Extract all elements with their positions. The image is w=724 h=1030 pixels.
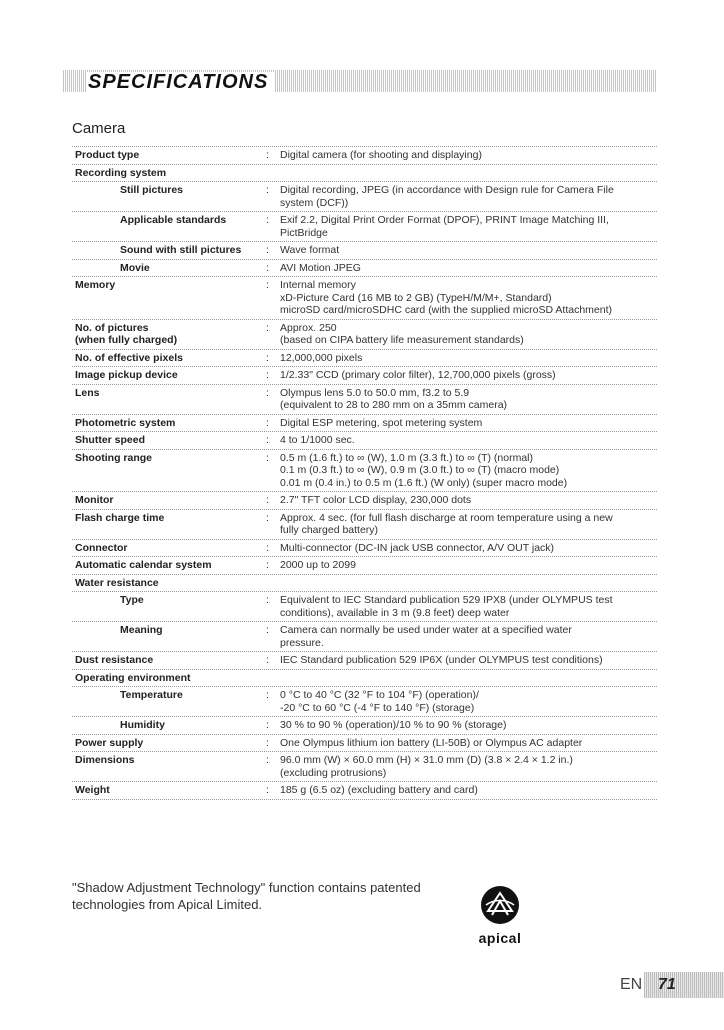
spec-value	[280, 559, 657, 572]
spec-colon: :	[266, 719, 269, 731]
spec-colon: :	[266, 416, 269, 429]
spec-value	[280, 387, 657, 412]
spec-value-line: 12,000,000 pixels	[280, 351, 363, 364]
page-number-text: 71	[658, 976, 676, 993]
spec-row	[72, 182, 657, 212]
spec-label: Dimensions	[75, 754, 135, 766]
spec-label: Water resistance	[75, 576, 159, 589]
spec-value	[280, 542, 657, 555]
spec-colon: :	[266, 214, 269, 226]
spec-row	[72, 242, 657, 260]
spec-row	[72, 350, 657, 368]
spec-colon: :	[266, 511, 269, 524]
spec-value	[280, 167, 657, 180]
spec-value-line: Internal memory	[280, 279, 356, 291]
spec-label: Recording system	[75, 166, 167, 179]
spec-colon: :	[266, 386, 269, 399]
spec-row	[72, 260, 657, 278]
spec-colon: :	[266, 451, 269, 464]
spec-colon: :	[266, 351, 269, 364]
spec-value	[280, 244, 657, 257]
spec-colon: :	[266, 736, 269, 749]
footnote	[72, 879, 421, 913]
spec-value	[280, 737, 657, 750]
spec-value	[280, 624, 657, 649]
spec-label: Memory	[75, 279, 116, 291]
spec-colon: :	[266, 689, 269, 701]
apical-logo-icon	[480, 885, 520, 925]
spec-colon: :	[266, 754, 269, 766]
spec-row	[72, 622, 657, 652]
spec-value-line: 1/2.33" CCD (primary color filter), 12,700,000 pixels (gross)	[280, 369, 556, 381]
spec-label: Operating environment	[75, 671, 191, 684]
spec-colon: :	[266, 541, 269, 554]
spec-value-line: 0 °C to 40 °C (32 °F to 104 °F) (operation)/	[280, 689, 479, 701]
spec-label: Humidity	[120, 719, 165, 731]
spec-label: Product type	[75, 149, 140, 161]
spec-value	[280, 452, 657, 490]
spec-row	[72, 432, 657, 450]
spec-label: No. of effective pixels	[75, 351, 183, 364]
spec-table	[72, 146, 657, 800]
spec-value-line: Approx. 4 sec. (for full flash discharge at room temperature using a new	[280, 511, 613, 524]
spec-value-line: pressure.	[280, 636, 324, 649]
spec-row	[72, 735, 657, 753]
spec-row	[72, 752, 657, 782]
spec-label: Monitor	[75, 494, 114, 506]
spec-colon: :	[266, 434, 269, 446]
spec-value-line: Equivalent to IEC Standard publication 529 IPX8 (under OLYMPUS test	[280, 594, 613, 606]
spec-value-line: IEC Standard publication 529 IP6X (under OLYMPUS test conditions)	[280, 654, 603, 666]
spec-label: Shutter speed	[75, 434, 146, 446]
spec-label: Still pictures	[120, 184, 184, 196]
spec-value-line: 0.01 m (0.4 in.) to 0.5 m (1.6 ft.) (W only) (super macro mode)	[280, 476, 568, 489]
spec-colon: :	[266, 369, 269, 381]
spec-row	[72, 782, 657, 800]
spec-row	[72, 687, 657, 717]
spec-row	[72, 320, 657, 350]
spec-value	[280, 214, 657, 239]
section-title: Camera	[72, 120, 126, 137]
spec-row	[72, 450, 657, 493]
spec-label: Lens	[75, 386, 100, 399]
spec-row	[72, 557, 657, 575]
spec-value	[280, 719, 657, 732]
spec-value-line: Multi-connector (DC-IN jack USB connector, A/V OUT jack)	[280, 541, 555, 554]
page-title: SPECIFICATIONS	[86, 72, 274, 92]
spec-value-line: Camera can normally be used under water at a specified water	[280, 624, 572, 636]
spec-value	[280, 184, 657, 209]
spec-value	[280, 689, 657, 714]
spec-label: Type	[120, 594, 144, 606]
spec-row	[72, 652, 657, 670]
spec-value	[280, 594, 657, 619]
spec-colon: :	[266, 494, 269, 506]
spec-label: Weight	[75, 784, 110, 796]
spec-row	[72, 717, 657, 735]
spec-colon: :	[266, 149, 269, 161]
spec-row	[72, 592, 657, 622]
spec-value-line: 30 % to 90 % (operation)/10 % to 90 % (storage)	[280, 719, 507, 731]
spec-value-line: One Olympus lithium ion battery (LI-50B) or Olympus AC adapter	[280, 736, 583, 749]
spec-value-line: microSD card/microSDHC card (with the supplied microSD Attachment)	[280, 304, 613, 316]
spec-label: No. of pictures (when fully charged)	[75, 321, 178, 346]
spec-row	[72, 165, 657, 183]
spec-value-line: Olympus lens 5.0 to 50.0 mm, f3.2 to 5.9	[280, 386, 470, 399]
spec-value-line: 0.5 m (1.6 ft.) to ∞ (W), 1.0 m (3.3 ft.) to ∞ (T) (normal)	[280, 451, 534, 464]
spec-value	[280, 754, 657, 779]
spec-value-line: Exif 2.2, Digital Print Order Format (DPOF), PRINT Image Matching III,	[280, 214, 609, 226]
spec-colon: :	[266, 624, 269, 636]
spec-value	[280, 672, 657, 685]
spec-row	[72, 146, 657, 165]
spec-label: Photometric system	[75, 416, 176, 429]
spec-colon: :	[266, 244, 269, 256]
spec-colon: :	[266, 279, 269, 291]
spec-row	[72, 212, 657, 242]
spec-row	[72, 670, 657, 688]
spec-label: Meaning	[120, 624, 163, 636]
spec-colon: :	[266, 559, 269, 571]
spec-row	[72, 385, 657, 415]
footnote-line: "Shadow Adjustment Technology" function contains patented	[72, 880, 421, 895]
spec-value	[280, 279, 657, 317]
spec-row	[72, 575, 657, 593]
spec-value-line: Digital ESP metering, spot metering system	[280, 416, 483, 429]
spec-value	[280, 654, 657, 667]
spec-value-line: 96.0 mm (W) × 60.0 mm (H) × 31.0 mm (D) (3.8 × 2.4 × 1.2 in.)	[280, 754, 573, 766]
spec-row	[72, 492, 657, 510]
spec-label: Temperature	[120, 689, 183, 701]
spec-row	[72, 277, 657, 320]
spec-value-line: Digital recording, JPEG (in accordance with Design rule for Camera File	[280, 184, 614, 196]
language-code: EN	[620, 976, 643, 993]
spec-value	[280, 352, 657, 365]
spec-colon: :	[266, 321, 269, 334]
page-number-box	[644, 972, 724, 998]
spec-value	[280, 322, 657, 347]
spec-colon: :	[266, 784, 269, 796]
spec-label: Shooting range	[75, 451, 152, 464]
spec-value-line: (based on CIPA battery life measurement standards)	[280, 334, 524, 346]
spec-label: Movie	[120, 261, 150, 274]
spec-value-line: (equivalent to 28 to 280 mm on a 35mm camera)	[280, 399, 508, 411]
spec-colon: :	[266, 654, 269, 666]
spec-row	[72, 367, 657, 385]
apical-logo-word: apical	[478, 930, 522, 946]
spec-value-line: Digital camera (for shooting and displaying)	[280, 149, 482, 161]
spec-label: Connector	[75, 541, 128, 554]
spec-colon: :	[266, 184, 269, 196]
spec-value-line: 185 g (6.5 oz) (excluding battery and card)	[280, 784, 478, 796]
spec-value	[280, 494, 657, 507]
spec-value-line: xD-Picture Card (16 MB to 2 GB) (TypeH/M/M+, Standard)	[280, 291, 552, 304]
spec-value-line: (excluding protrusions)	[280, 766, 387, 779]
spec-label: Automatic calendar system	[75, 559, 212, 571]
spec-value-line: fully charged battery)	[280, 524, 379, 536]
spec-value-line: 2.7" TFT color LCD display, 230,000 dots	[280, 494, 472, 506]
spec-value-line: 2000 up to 2099	[280, 559, 356, 571]
spec-value	[280, 369, 657, 382]
spec-value	[280, 512, 657, 537]
spec-value	[280, 434, 657, 447]
spec-row	[72, 415, 657, 433]
spec-value	[280, 149, 657, 162]
spec-value-line: conditions), available in 3 m (9.8 feet) deep water	[280, 606, 510, 619]
spec-label: Flash charge time	[75, 511, 165, 524]
apical-logo	[472, 885, 528, 946]
spec-value-line: PictBridge	[280, 226, 328, 239]
spec-colon: :	[266, 594, 269, 606]
spec-label: Dust resistance	[75, 654, 154, 666]
spec-label: Applicable standards	[120, 214, 227, 226]
spec-value-line: -20 °C to 60 °C (-4 °F to 140 °F) (storage)	[280, 701, 475, 714]
spec-row	[72, 510, 657, 540]
spec-value	[280, 262, 657, 275]
spec-value-line: system (DCF))	[280, 196, 349, 209]
spec-value	[280, 577, 657, 590]
spec-label: Power supply	[75, 736, 144, 749]
spec-row	[72, 540, 657, 558]
spec-label: Image pickup device	[75, 369, 178, 381]
spec-label: Sound with still pictures	[120, 244, 242, 256]
spec-value	[280, 784, 657, 797]
spec-value-line: Wave format	[280, 244, 340, 256]
spec-value	[280, 417, 657, 430]
footnote-line: technologies from Apical Limited.	[72, 897, 263, 912]
spec-value-line: AVI Motion JPEG	[280, 261, 361, 274]
spec-colon: :	[266, 261, 269, 274]
spec-value-line: 4 to 1/1000 sec.	[280, 434, 355, 446]
spec-value-line: Approx. 250	[280, 321, 337, 334]
spec-value-line: 0.1 m (0.3 ft.) to ∞ (W), 0.9 m (3.0 ft.) to ∞ (T) (macro mode)	[280, 464, 560, 476]
